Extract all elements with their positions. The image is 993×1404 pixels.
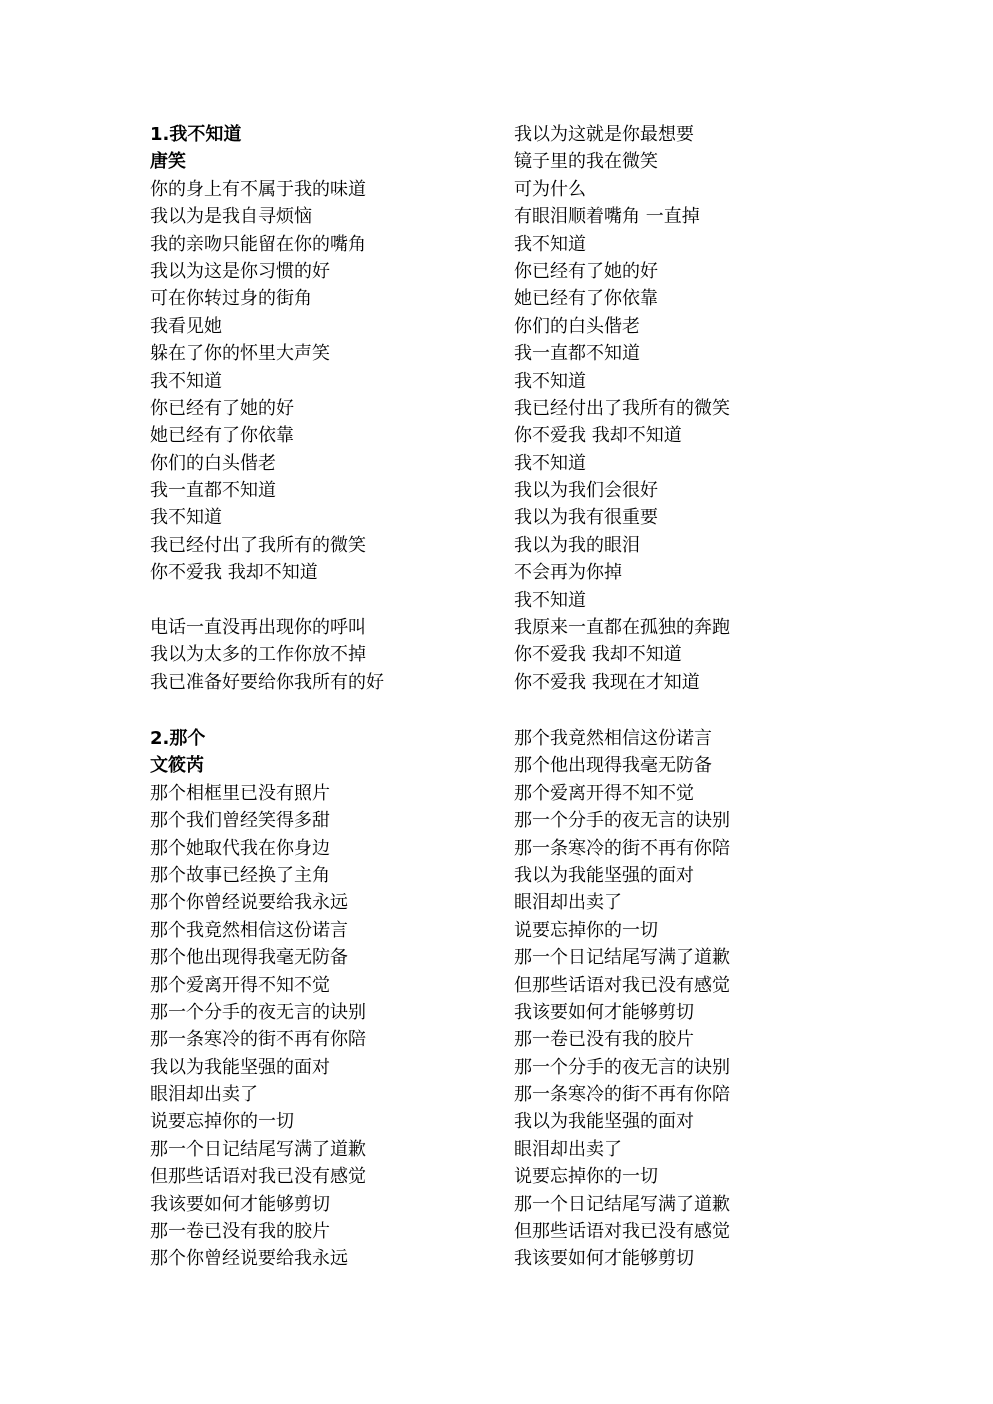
lyric-line: 但那些话语对我已没有感觉	[514, 1221, 730, 1243]
lyric-line: 那个她取代我在你身边	[150, 837, 330, 859]
blank-line	[150, 587, 510, 614]
lyric-line: 不会再为你掉	[514, 562, 622, 584]
lyric-line: 我一直都不知道	[150, 480, 276, 502]
lyric-line: 那一个分手的夜无言的诀别	[514, 1056, 730, 1078]
song-title: 2.那个	[150, 728, 206, 749]
lyric-line: 我已准备好要给你我所有的好	[150, 671, 384, 693]
lyric-line: 你已经有了她的好	[514, 260, 658, 282]
lyric-line: 那个相框里已没有照片	[150, 782, 330, 804]
lyric-line: 你的身上有不属于我的味道	[150, 178, 366, 200]
lyric-line: 那个爱离开得不知不觉	[514, 782, 694, 804]
song1-right-column	[514, 121, 874, 696]
lyric-line: 我的亲吻只能留在你的嘴角	[150, 233, 366, 255]
lyric-line: 我不知道	[150, 507, 222, 529]
lyric-line: 那个他出现得我毫无防备	[150, 947, 348, 969]
lyric-line: 你们的白头偕老	[150, 452, 276, 474]
lyric-line: 可在你转过身的街角	[150, 288, 312, 310]
lyric-line: 我看见她	[150, 315, 222, 337]
song1-left-column	[150, 121, 510, 696]
lyric-line: 那个我们曾经笑得多甜	[150, 810, 330, 832]
lyric-line: 你们的白头偕老	[514, 315, 640, 337]
lyric-line: 我不知道	[514, 370, 586, 392]
lyric-line: 我以为我能坚强的面对	[514, 1111, 694, 1133]
lyric-line: 那一条寒冷的街不再有你陪	[514, 837, 730, 859]
lyric-line: 我该要如何才能够剪切	[514, 1001, 694, 1023]
lyric-line: 你不爱我 我现在才知道	[514, 671, 700, 693]
lyric-line: 我已经付出了我所有的微笑	[150, 534, 366, 556]
lyric-line: 你已经有了她的好	[150, 397, 294, 419]
lyric-line: 那一条寒冷的街不再有你陪	[514, 1084, 730, 1106]
lyric-line: 那个故事已经换了主角	[150, 864, 330, 886]
lyric-line: 她已经有了你依靠	[514, 288, 658, 310]
lyric-line: 那一条寒冷的街不再有你陪	[150, 1029, 366, 1051]
lyric-line: 我以为我能坚强的面对	[514, 864, 694, 886]
song-title: 1.我不知道	[150, 124, 242, 145]
lyric-line: 你不爱我 我却不知道	[150, 562, 318, 584]
lyric-line: 那个你曾经说要给我永远	[150, 892, 348, 914]
lyric-line: 我不知道	[150, 370, 222, 392]
lyric-line: 我以为我有很重要	[514, 507, 658, 529]
lyric-line: 说要忘掉你的一切	[150, 1111, 294, 1133]
lyric-line: 我以为是我自寻烦恼	[150, 206, 312, 228]
lyric-line: 那一个分手的夜无言的诀别	[514, 810, 730, 832]
lyric-line: 眼泪却出卖了	[150, 1084, 258, 1106]
lyric-line: 那一个分手的夜无言的诀别	[150, 1001, 366, 1023]
song2-right-column	[514, 725, 874, 1273]
lyric-line: 我该要如何才能够剪切	[514, 1248, 694, 1270]
lyric-line: 那个他出现得我毫无防备	[514, 755, 712, 777]
lyric-line: 那个我竟然相信这份诺言	[150, 919, 348, 941]
lyric-line: 眼泪却出卖了	[514, 1138, 622, 1160]
lyric-line: 那一个日记结尾写满了道歉	[150, 1138, 366, 1160]
song2-left-column	[150, 725, 510, 1273]
lyric-line: 电话一直没再出现你的呼叫	[150, 617, 366, 639]
lyric-line: 我以为我们会很好	[514, 480, 658, 502]
lyric-line: 我以为这是你习惯的好	[150, 260, 330, 282]
lyric-line: 我以为这就是你最想要	[514, 124, 694, 145]
lyric-line: 我不知道	[514, 452, 586, 474]
lyric-line: 眼泪却出卖了	[514, 892, 622, 914]
lyric-line: 有眼泪顺着嘴角 一直掉	[514, 206, 700, 228]
lyric-line: 我以为太多的工作你放不掉	[150, 644, 366, 666]
lyric-line: 那一个日记结尾写满了道歉	[514, 1193, 730, 1215]
lyric-line: 我以为我能坚强的面对	[150, 1056, 330, 1078]
lyric-line: 我不知道	[514, 233, 586, 255]
lyric-line: 我该要如何才能够剪切	[150, 1193, 330, 1215]
lyric-line: 你不爱我 我却不知道	[514, 644, 682, 666]
lyric-line: 她已经有了你依靠	[150, 425, 294, 447]
lyric-line: 那个爱离开得不知不觉	[150, 974, 330, 996]
song-artist: 文筱芮	[150, 755, 204, 777]
song-artist: 唐笑	[150, 151, 186, 173]
lyric-line: 说要忘掉你的一切	[514, 1166, 658, 1188]
lyric-line: 那个我竟然相信这份诺言	[514, 728, 712, 749]
lyric-line: 我以为我的眼泪	[514, 534, 640, 556]
lyric-line: 那个你曾经说要给我永远	[150, 1248, 348, 1270]
lyric-line: 镜子里的我在微笑	[514, 151, 658, 173]
lyric-line: 但那些话语对我已没有感觉	[150, 1166, 366, 1188]
lyric-line: 那一卷已没有我的胶片	[150, 1221, 330, 1243]
lyric-line: 说要忘掉你的一切	[514, 919, 658, 941]
lyric-line: 我原来一直都在孤独的奔跑	[514, 617, 730, 639]
lyric-line: 我一直都不知道	[514, 343, 640, 365]
lyric-line: 躲在了你的怀里大声笑	[150, 343, 330, 365]
lyric-line: 我不知道	[514, 589, 586, 611]
lyric-line: 那一个日记结尾写满了道歉	[514, 947, 730, 969]
lyric-line: 可为什么	[514, 178, 586, 200]
lyric-line: 但那些话语对我已没有感觉	[514, 974, 730, 996]
lyric-line: 你不爱我 我却不知道	[514, 425, 682, 447]
lyric-line: 我已经付出了我所有的微笑	[514, 397, 730, 419]
lyric-line: 那一卷已没有我的胶片	[514, 1029, 694, 1051]
